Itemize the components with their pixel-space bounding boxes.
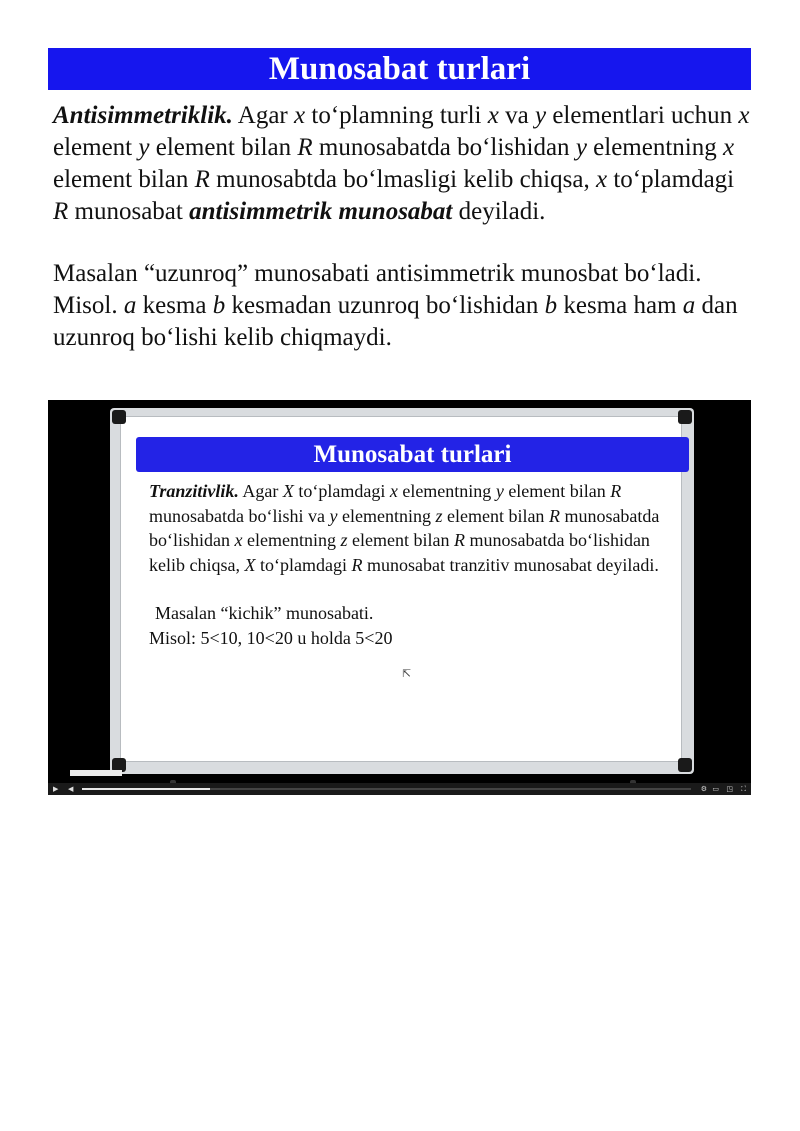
text: element bilan <box>503 481 611 501</box>
text: munosabat <box>68 198 190 225</box>
variable: x <box>595 166 608 193</box>
variable: z <box>435 505 443 526</box>
variable: X <box>244 554 256 575</box>
text: munosabtda bo‘lmasligi kelib chiqsa, <box>209 166 596 193</box>
paragraph-antisymmetry <box>53 100 753 228</box>
slide-paragraph-example: Masalan “kichik” munosabati. <box>155 603 374 623</box>
variable: a <box>682 292 696 319</box>
slide-paragraph-misol: Misol: 5<10, 10<20 u holda 5<20 <box>149 627 393 648</box>
text: dan uzunroq bo‘lishi kelib chiqmaydi. <box>53 292 738 351</box>
variable: x <box>487 102 499 129</box>
video-overlay-label <box>70 770 122 776</box>
text: element <box>53 134 139 161</box>
text: munosabatda bo‘lishidan <box>149 505 660 550</box>
mouse-cursor-icon: ⇱ <box>402 668 412 680</box>
variable: b <box>544 292 558 319</box>
slide-body <box>149 479 689 650</box>
page-body <box>53 100 753 354</box>
variable: y <box>138 134 150 161</box>
volume-icon[interactable]: ◀ <box>68 785 74 793</box>
board-corner <box>678 758 692 772</box>
text: elementning <box>242 530 341 550</box>
text: to‘plamdagi <box>255 554 352 575</box>
fullscreen-icon[interactable]: ⛶ <box>741 785 746 793</box>
video-controls <box>48 783 751 795</box>
variable: x <box>389 481 398 501</box>
text: elementning <box>586 134 723 161</box>
variable: y <box>575 134 587 161</box>
paragraph-misol <box>53 290 753 354</box>
text: element bilan <box>442 505 549 526</box>
text: element bilan <box>347 530 454 550</box>
text: kesma <box>136 292 213 319</box>
text: to‘plamning turli <box>305 102 488 129</box>
variable: R <box>53 198 69 225</box>
variable: R <box>610 481 622 501</box>
board-corner <box>112 410 126 424</box>
variable: R <box>297 134 313 161</box>
text: munosabatda bo‘lishidan <box>312 134 576 161</box>
variable: x <box>294 102 306 129</box>
term-tranzitivlik: Tranzitivlik. <box>149 481 239 501</box>
text: element bilan <box>53 166 195 193</box>
variable: a <box>123 292 137 319</box>
text: kesma ham <box>557 292 683 319</box>
play-icon[interactable]: ▶ <box>53 785 59 793</box>
text: Agar <box>232 102 295 129</box>
variable: x <box>723 134 735 161</box>
variable: x <box>234 530 243 550</box>
progress-fill <box>82 788 210 790</box>
board-corner <box>678 410 692 424</box>
subtitles-icon[interactable]: ▭ <box>712 785 719 793</box>
slide-title: Munosabat turlari <box>136 437 689 472</box>
variable: R <box>351 554 363 575</box>
slide-paragraph-transitivity <box>149 479 689 577</box>
text: elementning <box>397 481 496 501</box>
miniplayer-icon[interactable]: ◳ <box>726 785 733 793</box>
progress-bar[interactable] <box>82 788 691 790</box>
variable: R <box>453 530 465 550</box>
text: element bilan <box>149 134 298 161</box>
text: Agar <box>238 481 283 501</box>
variable: R <box>194 166 210 193</box>
text: elementlari uchun <box>546 102 739 129</box>
text: Misol. <box>53 292 124 319</box>
text: deyiladi. <box>452 198 546 225</box>
variable: y <box>329 505 338 526</box>
text: kesmadan uzunroq bo‘lishidan <box>225 292 545 319</box>
whiteboard-surface <box>120 416 682 762</box>
whiteboard <box>110 408 694 774</box>
variable: R <box>548 505 560 526</box>
text: munosabatda bo‘lishidan kelib chiqsa, <box>149 530 650 575</box>
text: to‘plamdagi <box>293 481 390 501</box>
term-antisimmetrik-munosabat: antisimmetrik munosabat <box>189 198 453 225</box>
text: munosabatda bo‘lishi va <box>149 505 330 526</box>
variable: X <box>282 481 294 501</box>
variable: z <box>340 530 348 550</box>
variable: b <box>212 292 226 319</box>
text: munosabat tranzitiv munosabat deyiladi. <box>362 554 659 575</box>
paragraph-example: Masalan “uzunroq” munosabati antisimmetrik munosbat bo‘ladi. <box>53 260 702 287</box>
video-player[interactable] <box>48 400 751 795</box>
text: va <box>498 102 535 129</box>
variable: y <box>534 102 547 129</box>
page-title: Munosabat turlari <box>48 48 751 90</box>
term-antisimmetriklik: Antisimmetriklik. <box>53 102 233 129</box>
text: to‘plamdagi <box>607 166 735 193</box>
settings-icon[interactable]: ⚙ <box>700 785 707 793</box>
variable: x <box>738 102 750 129</box>
text: elementning <box>337 505 436 526</box>
variable: y <box>495 481 504 501</box>
